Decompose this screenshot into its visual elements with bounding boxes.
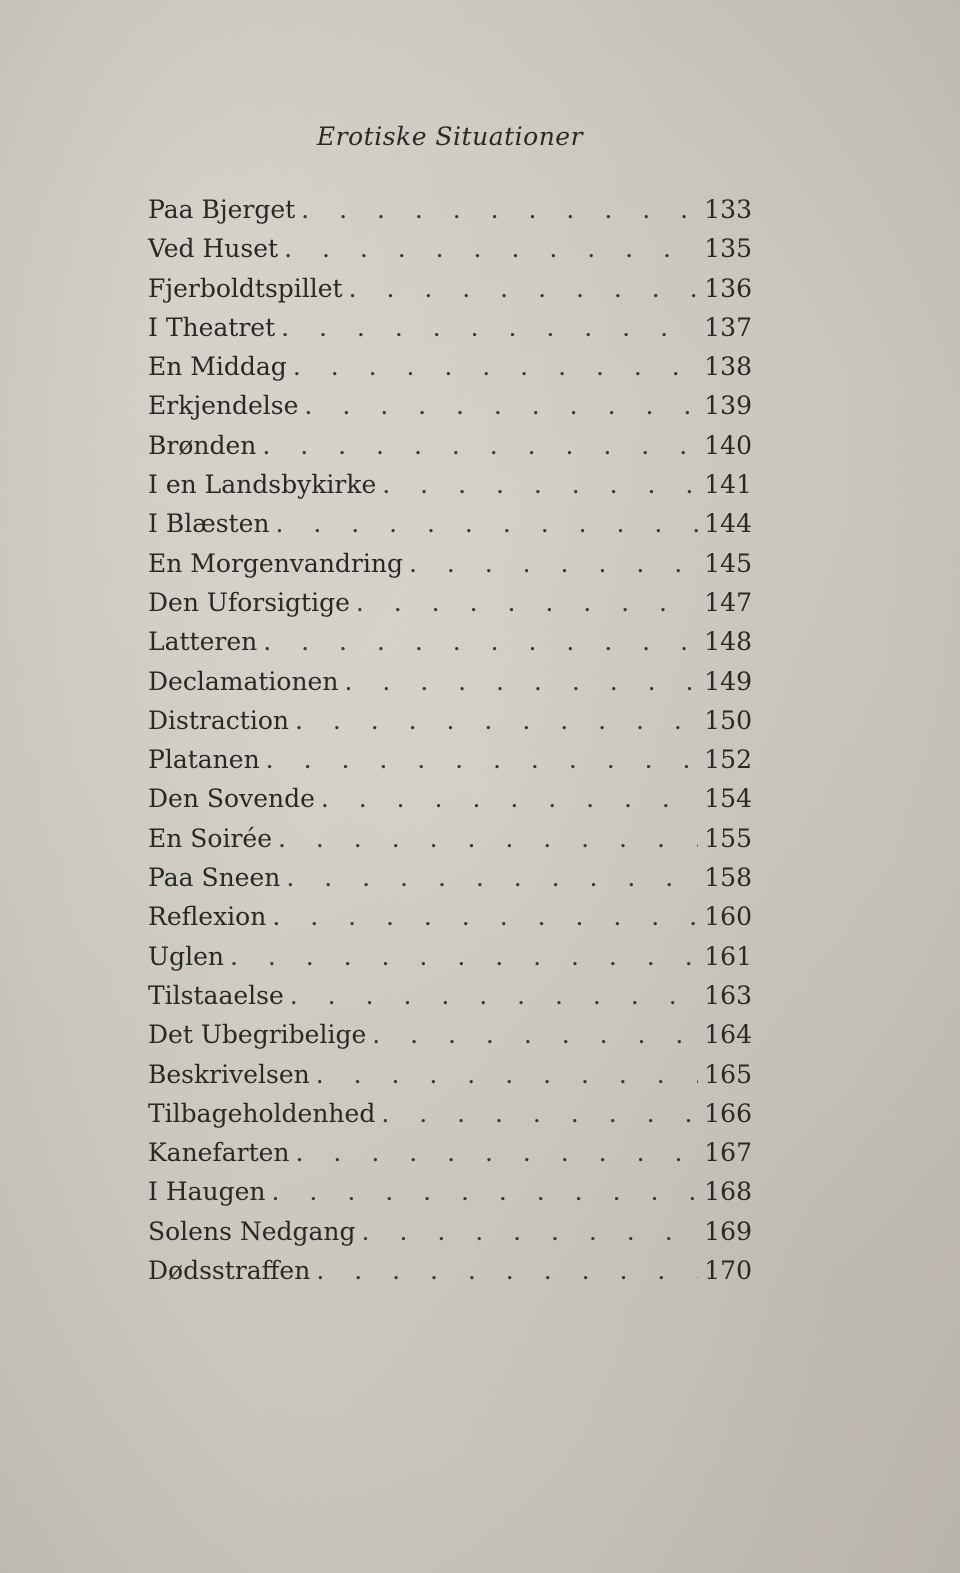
toc-entry bbox=[148, 740, 752, 779]
entry-title: I Theatret bbox=[148, 312, 276, 342]
entry-title: Dødsstraffen bbox=[148, 1256, 311, 1286]
entry-page-number: 140 bbox=[704, 430, 752, 460]
entry-page-number: 160 bbox=[704, 902, 752, 932]
entry-title: Paa Bjerget bbox=[148, 195, 296, 224]
entry-title: Declamationen bbox=[148, 666, 339, 696]
toc-entry bbox=[148, 779, 752, 818]
dot-leader bbox=[349, 269, 699, 308]
entry-page-number: 164 bbox=[704, 1020, 752, 1050]
entry-title: I en Landsbykirke bbox=[148, 470, 377, 500]
toc-entry bbox=[148, 229, 752, 268]
entry-title: En Middag bbox=[148, 352, 287, 382]
entry-page-number: 155 bbox=[704, 823, 752, 853]
entry-page-number: 144 bbox=[704, 509, 752, 539]
toc-entry bbox=[148, 976, 752, 1015]
entry-page-number: 150 bbox=[704, 705, 752, 735]
toc-entry bbox=[148, 622, 752, 661]
dot-leader bbox=[272, 897, 698, 936]
toc-entry bbox=[148, 897, 752, 936]
table-of-contents bbox=[148, 190, 752, 1290]
toc-entry bbox=[148, 504, 752, 543]
entry-page-number: 138 bbox=[704, 352, 752, 382]
entry-title: Paa Sneen bbox=[148, 863, 281, 893]
dot-leader bbox=[301, 190, 698, 229]
dot-leader bbox=[362, 1212, 699, 1251]
dot-leader bbox=[290, 976, 699, 1015]
entry-page-number: 161 bbox=[704, 941, 752, 971]
toc-entry bbox=[148, 544, 752, 583]
entry-page-number: 166 bbox=[704, 1098, 752, 1128]
entry-page-number: 135 bbox=[704, 234, 752, 264]
dot-leader bbox=[295, 701, 698, 740]
dot-leader bbox=[321, 779, 698, 818]
entry-title: Fjerboldtspillet bbox=[148, 273, 343, 303]
dot-leader bbox=[356, 583, 698, 622]
entry-page-number: 152 bbox=[704, 745, 752, 775]
dot-leader bbox=[275, 504, 698, 543]
entry-page-number: 145 bbox=[704, 548, 752, 578]
dot-leader bbox=[316, 1251, 698, 1290]
entry-title: Erkjendelse bbox=[148, 391, 299, 421]
entry-title: Brønden bbox=[148, 430, 257, 460]
entry-title: Tilbageholdenhed bbox=[148, 1098, 376, 1128]
entry-page-number: 133 bbox=[704, 195, 752, 224]
entry-page-number: 167 bbox=[704, 1138, 752, 1168]
toc-entry bbox=[148, 937, 752, 976]
entry-title: Ved Huset bbox=[148, 234, 279, 264]
entry-title: Kanefarten bbox=[148, 1138, 290, 1168]
entry-title: Solens Nedgang bbox=[148, 1216, 356, 1246]
entry-page-number: 168 bbox=[704, 1177, 752, 1207]
entry-page-number: 147 bbox=[704, 587, 752, 617]
dot-leader bbox=[272, 1172, 699, 1211]
toc-entry bbox=[148, 1055, 752, 1094]
toc-entry bbox=[148, 1212, 752, 1251]
entry-title: I Blæsten bbox=[148, 509, 270, 539]
entry-title: Reflexion bbox=[148, 902, 267, 932]
toc-entry bbox=[148, 819, 752, 858]
entry-page-number: 136 bbox=[704, 273, 752, 303]
entry-title: Det Ubegribelige bbox=[148, 1020, 367, 1050]
toc-entry bbox=[148, 701, 752, 740]
toc-entry bbox=[148, 1015, 752, 1054]
toc-entry bbox=[148, 1172, 752, 1211]
entry-page-number: 154 bbox=[704, 784, 752, 814]
entry-title: I Haugen bbox=[148, 1177, 266, 1207]
entry-title: Den Sovende bbox=[148, 784, 315, 814]
dot-leader bbox=[281, 308, 698, 347]
entry-page-number: 169 bbox=[704, 1216, 752, 1246]
toc-entry bbox=[148, 1251, 752, 1290]
toc-entry bbox=[148, 269, 752, 308]
dot-leader bbox=[304, 386, 698, 425]
entry-title: En Morgenvandring bbox=[148, 548, 403, 578]
dot-leader bbox=[372, 1015, 698, 1054]
dot-leader bbox=[382, 465, 698, 504]
entry-page-number: 163 bbox=[704, 980, 752, 1010]
entry-title: En Soirée bbox=[148, 823, 273, 853]
entry-title: Distraction bbox=[148, 705, 289, 735]
entry-page-number: 158 bbox=[704, 863, 752, 893]
entry-title: Beskrivelsen bbox=[148, 1059, 310, 1089]
entry-page-number: 141 bbox=[704, 470, 752, 500]
dot-leader bbox=[344, 662, 698, 701]
entry-page-number: 170 bbox=[704, 1256, 752, 1286]
entry-page-number: 165 bbox=[704, 1059, 752, 1089]
dot-leader bbox=[316, 1055, 699, 1094]
entry-title: Den Uforsigtige bbox=[148, 587, 350, 617]
dot-leader bbox=[296, 1133, 699, 1172]
toc-entry bbox=[148, 386, 752, 425]
dot-leader bbox=[230, 937, 698, 976]
toc-entry bbox=[148, 1094, 752, 1133]
dot-leader bbox=[284, 229, 698, 268]
dot-leader bbox=[263, 622, 698, 661]
toc-entry bbox=[148, 426, 752, 465]
dot-leader bbox=[278, 819, 698, 858]
dot-leader bbox=[266, 740, 699, 779]
entry-page-number: 148 bbox=[704, 627, 752, 657]
toc-entry bbox=[148, 308, 752, 347]
toc-entry bbox=[148, 1133, 752, 1172]
entry-page-number: 139 bbox=[704, 391, 752, 421]
toc-entry bbox=[148, 858, 752, 897]
toc-entry bbox=[148, 347, 752, 386]
toc-entry bbox=[148, 465, 752, 504]
dot-leader bbox=[262, 426, 698, 465]
entry-title: Tilstaaelse bbox=[148, 980, 284, 1010]
section-title: Erotiske Situationer bbox=[316, 122, 584, 151]
dot-leader bbox=[409, 544, 698, 583]
entry-title: Platanen bbox=[148, 745, 260, 775]
toc-entry bbox=[148, 583, 752, 622]
entry-page-number: 149 bbox=[704, 666, 752, 696]
dot-leader bbox=[286, 858, 698, 897]
dot-leader bbox=[293, 347, 698, 386]
toc-entry bbox=[148, 190, 752, 229]
entry-title: Uglen bbox=[148, 941, 224, 971]
entry-title: Latteren bbox=[148, 627, 258, 657]
dot-leader bbox=[381, 1094, 698, 1133]
toc-entry bbox=[148, 662, 752, 701]
entry-page-number: 137 bbox=[704, 312, 752, 342]
